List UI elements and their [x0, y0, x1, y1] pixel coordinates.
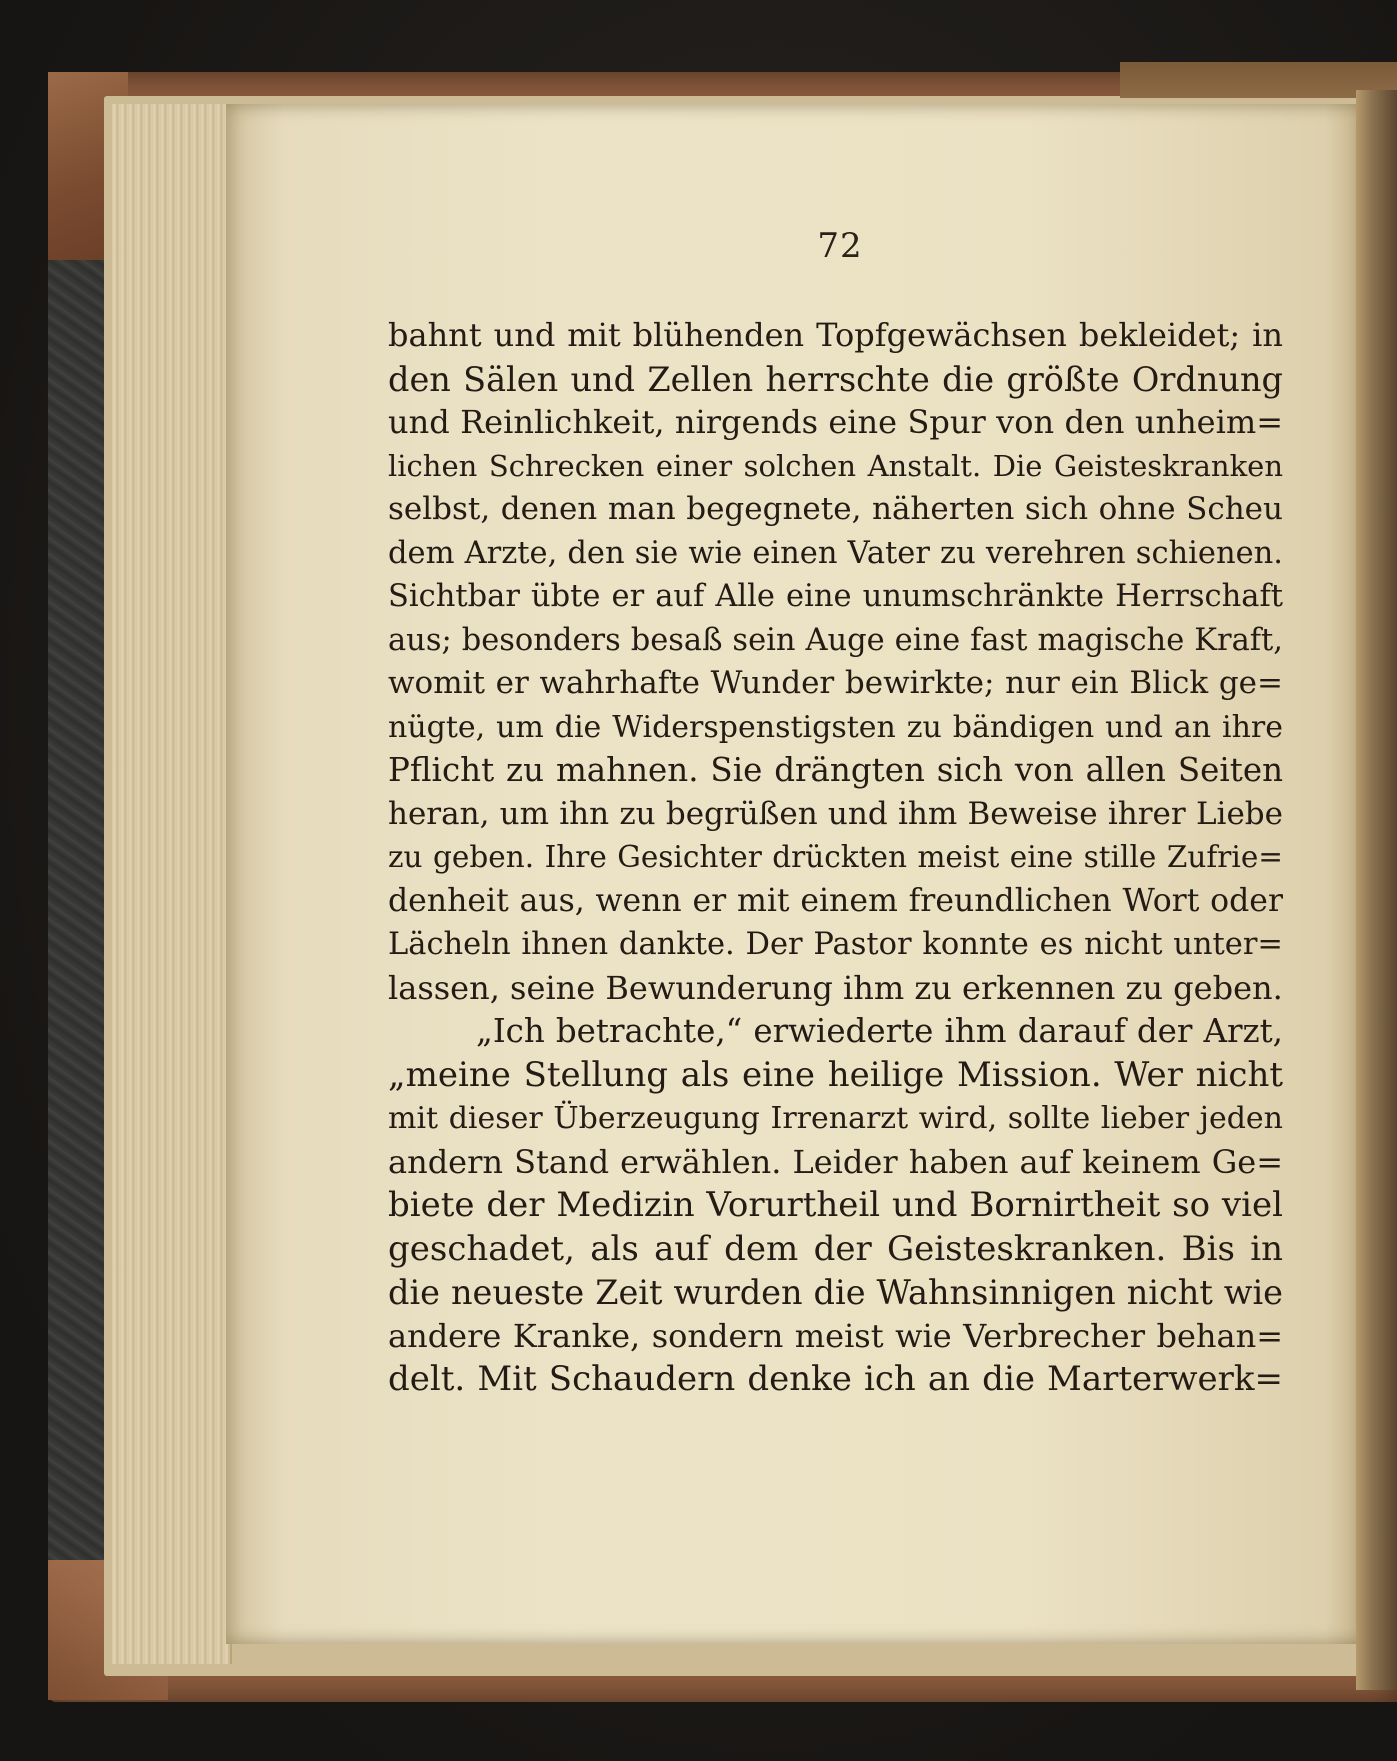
text-line: lichen Schrecken einer solchen Anstalt. Die Geisteskranken	[388, 448, 1283, 483]
text-line: mit dieser Überzeugung Irrenarzt wird, sollte lieber jeden	[388, 1101, 1283, 1136]
text-line: aus; besonders besaß sein Auge eine fast magische Kraft,	[388, 622, 1283, 658]
text-line: und Reinlichkeit, nirgends eine Spur von den unheim=	[388, 403, 1283, 441]
text-line: zu geben. Ihre Gesichter drückten meist eine stille Zufrie=	[388, 840, 1283, 874]
text-line: Lächeln ihnen dankte. Der Pastor konnte es nicht unter=	[388, 927, 1283, 962]
text-line: denheit aus, wenn er mit einem freundlichen Wort oder	[388, 882, 1283, 919]
text-line: dem Arzte, den sie wie einen Vater zu verehren schienen.	[388, 535, 1283, 571]
paragraph-end-line: lassen, seine Bewunderung ihm zu erkennen zu geben.	[388, 968, 1283, 1007]
text-line: Pflicht zu mahnen. Sie drängten sich von allen Seiten	[388, 751, 1283, 789]
text-line: den Sälen und Zellen herrschte die größte Ordnung	[388, 359, 1283, 399]
text-line: heran, um ihn zu begrüßen und ihm Beweise ihrer Liebe	[388, 795, 1283, 832]
text-line: delt. Mit Schaudern denke ich an die Marterwerk=	[388, 1359, 1283, 1399]
text-line: geschadet, als auf dem der Geisteskranken. Bis in	[388, 1228, 1283, 1269]
page-number: 72	[817, 226, 863, 266]
text-line: die neueste Zeit wurden die Wahnsinnigen nicht wie	[388, 1273, 1283, 1312]
text-line: andern Stand erwählen. Leider haben auf keinem Ge=	[388, 1142, 1283, 1181]
body-text	[388, 314, 1283, 1402]
text-line: andere Kranke, sondern meist wie Verbrecher behan=	[388, 1316, 1283, 1355]
text-line: bahnt und mit blühenden Topfgewächsen bekleidet; in	[388, 316, 1283, 354]
text-line: womit er wahrhafte Wunder bewirkte; nur ein Blick ge=	[388, 665, 1283, 701]
text-line: nügte, um die Widerspenstigsten zu bändigen und an ihre	[388, 709, 1283, 745]
paragraph-start-line: „Ich betrachte,“ erwiederte ihm darauf der Arzt,	[476, 1012, 1283, 1050]
text-line: Sichtbar übte er auf Alle eine unumschränkte Herrschaft	[388, 579, 1283, 614]
text-line: selbst, denen man begegnete, näherten sich ohne Scheu	[388, 491, 1283, 527]
page-edges	[112, 104, 232, 1664]
text-line: biete der Medizin Vorurtheil und Bornirtheit so viel	[388, 1185, 1283, 1225]
book-spine	[1356, 90, 1397, 1690]
text-line: „meine Stellung als eine heilige Mission. Wer nicht	[388, 1054, 1283, 1095]
